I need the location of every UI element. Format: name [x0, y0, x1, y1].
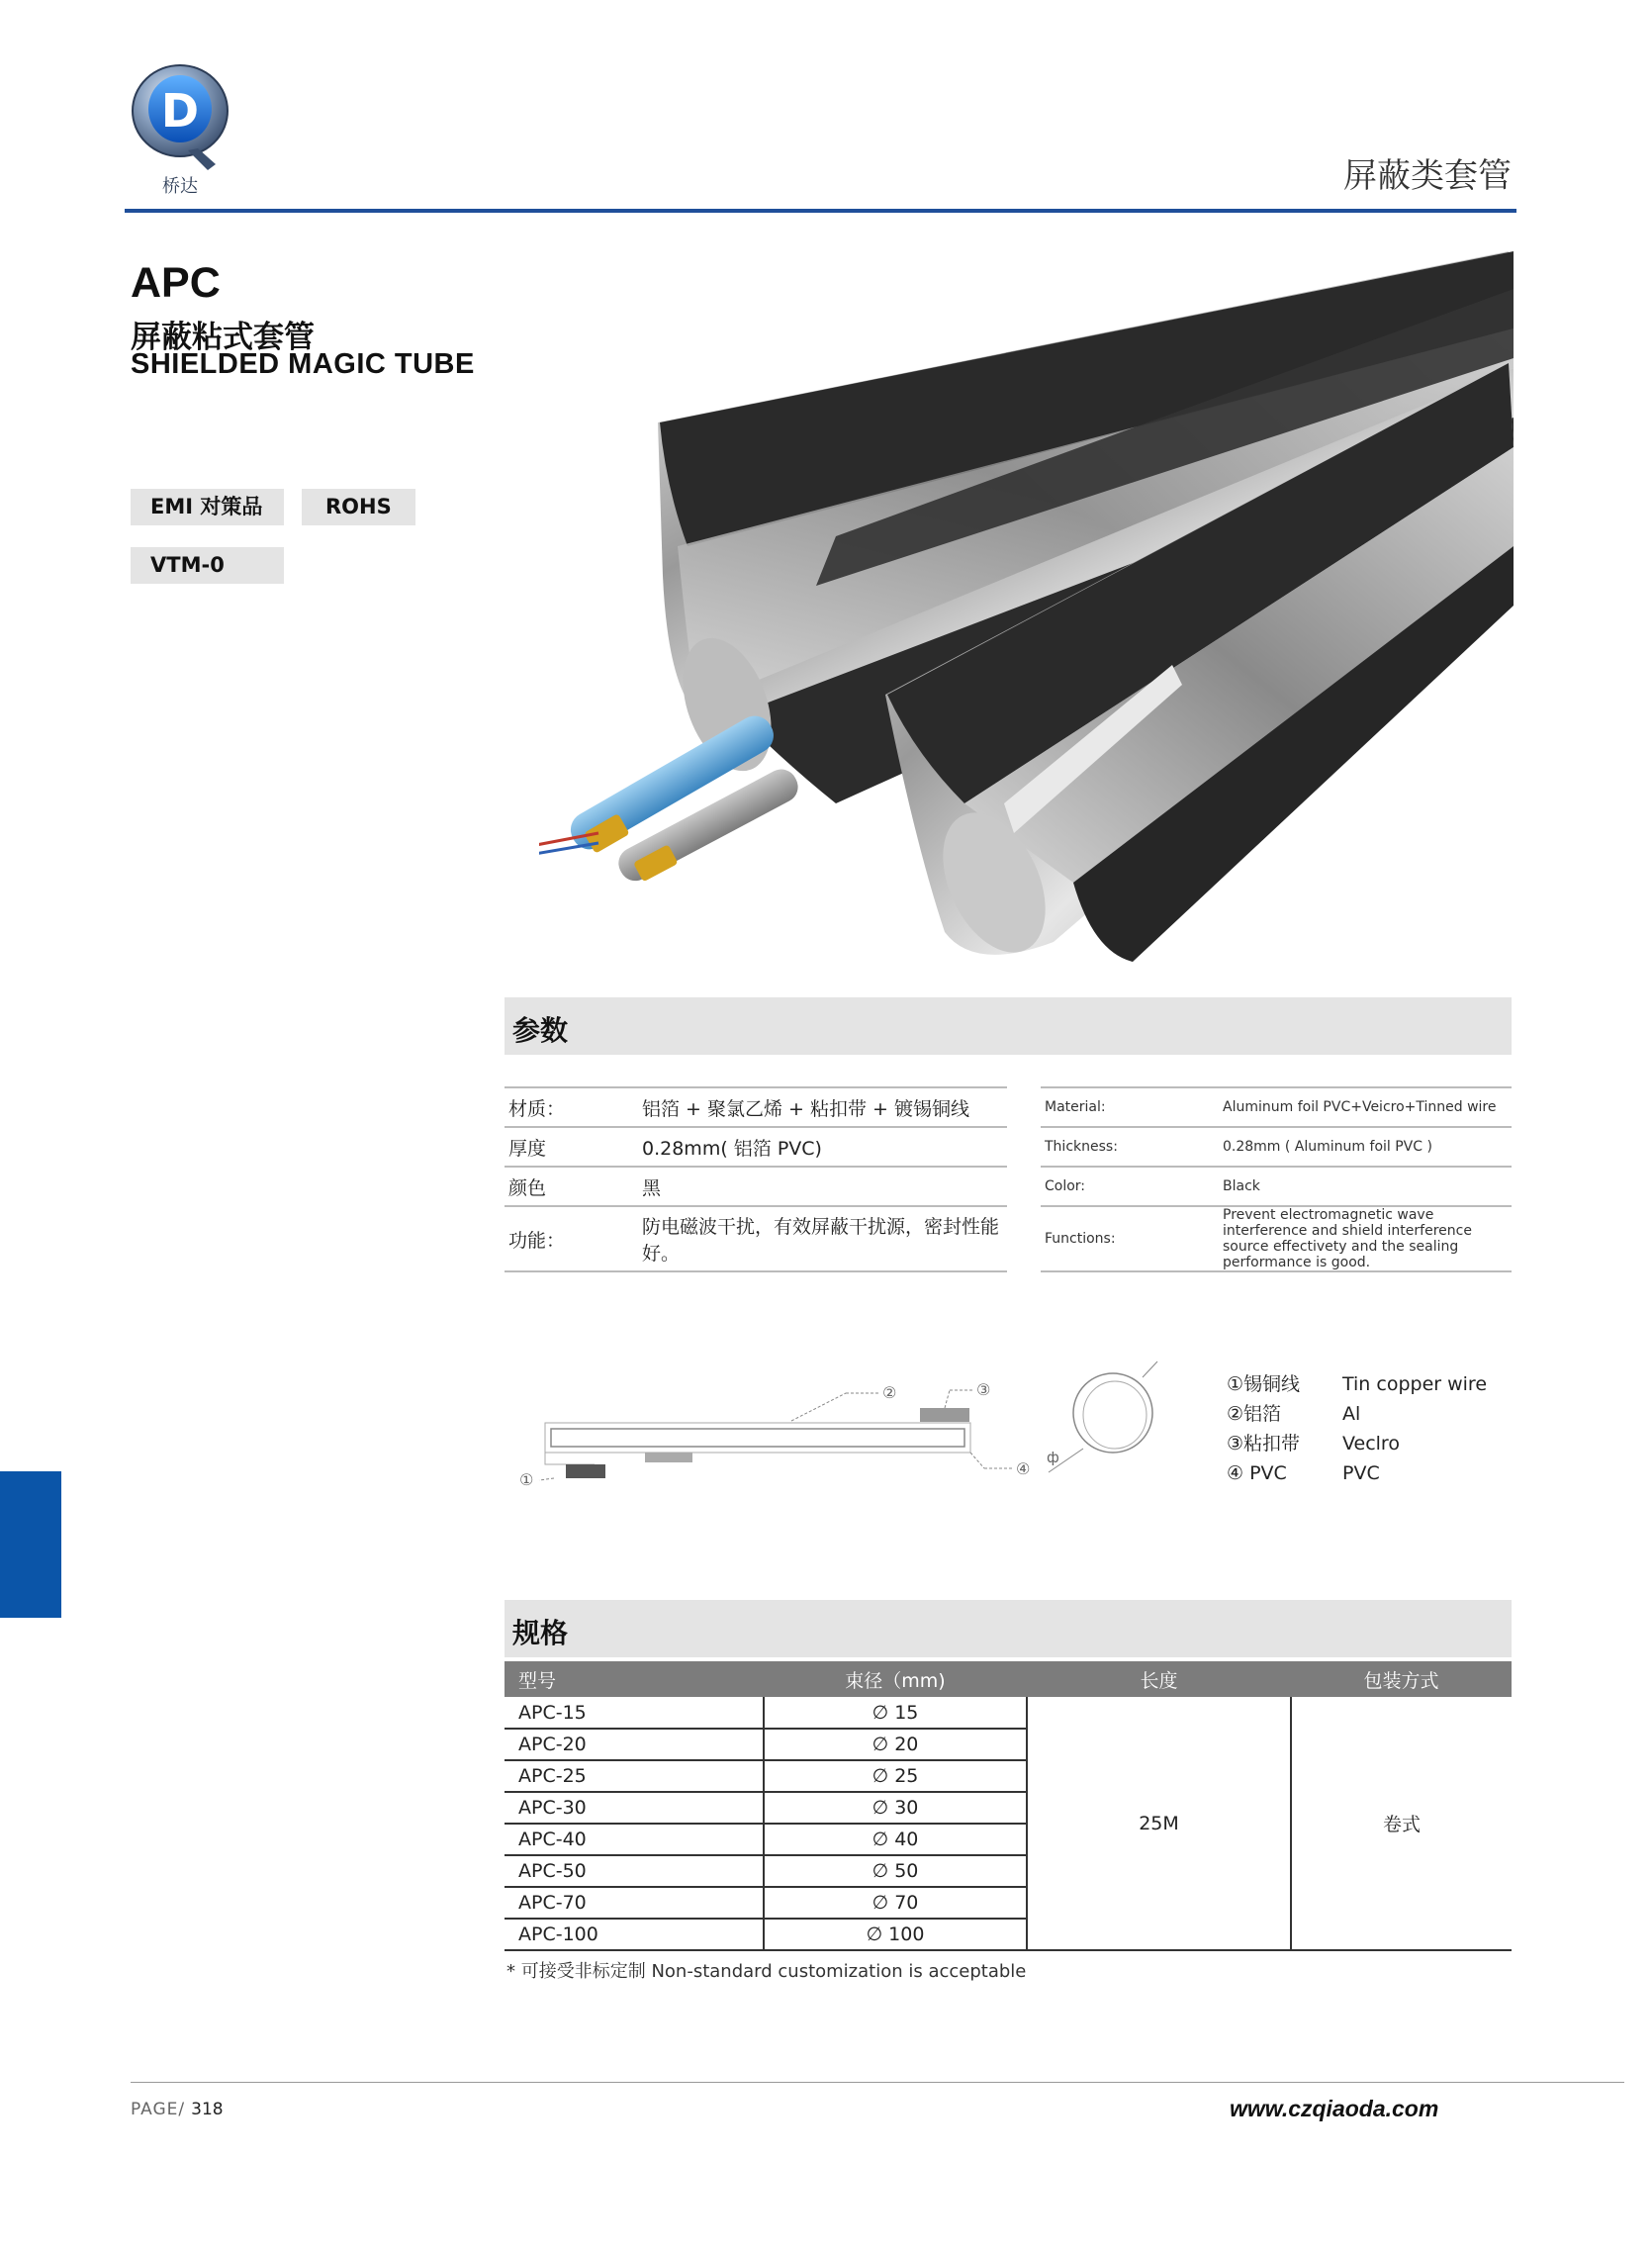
cell-diameter: ∅ 70: [764, 1887, 1027, 1919]
params-title: 参数: [512, 1014, 569, 1047]
company-logo: [129, 59, 237, 198]
legend-item: [1227, 1429, 1487, 1458]
product-image: [539, 249, 1514, 977]
callout-4: ④: [1016, 1459, 1031, 1478]
cell-model: APC-70: [505, 1887, 764, 1919]
callout-2: ②: [882, 1383, 897, 1402]
params-table-cn: [505, 1086, 1007, 1272]
product-name-en: SHIELDED MAGIC TUBE: [131, 348, 475, 380]
website-link[interactable]: www.czqiaoda.com: [1230, 2096, 1439, 2121]
tag-rohs: ROHS: [302, 489, 415, 525]
spec-table: [505, 1661, 1512, 1951]
cell-diameter: ∅ 15: [764, 1697, 1027, 1729]
category-title: 屏蔽类套管: [1343, 156, 1512, 196]
table-row: [505, 1127, 1007, 1167]
legend-cn: ③粘扣带: [1227, 1433, 1301, 1454]
table-row: [1041, 1206, 1512, 1271]
param-label: 功能：: [505, 1206, 638, 1271]
legend-en: Al: [1342, 1403, 1361, 1425]
param-label: Material:: [1041, 1087, 1219, 1127]
legend-item: [1227, 1399, 1487, 1429]
param-label: 厚度: [505, 1127, 638, 1167]
param-value: 0.28mm( 铝箔 PVC): [638, 1127, 1007, 1167]
cell-diameter: ∅ 20: [764, 1729, 1027, 1760]
cell-diameter: ∅ 50: [764, 1855, 1027, 1887]
param-label: Functions:: [1041, 1206, 1219, 1271]
cell-diameter: ∅ 100: [764, 1919, 1027, 1950]
cell-packing: 卷式: [1291, 1697, 1512, 1950]
params-table-en: [1041, 1086, 1512, 1272]
params-section-header: [505, 997, 1512, 1055]
table-row: [505, 1087, 1007, 1127]
legend-item: [1227, 1369, 1487, 1399]
table-row: [505, 1206, 1007, 1271]
structure-diagram: [509, 1354, 1162, 1507]
cell-model: APC-15: [505, 1697, 764, 1729]
param-label: 材质：: [505, 1087, 638, 1127]
diagram-legend: [1227, 1369, 1487, 1488]
legend-cn: ②铝箔: [1227, 1403, 1282, 1425]
footer-divider: [131, 2082, 1624, 2083]
cell-model: APC-20: [505, 1729, 764, 1760]
page-indicator: [131, 2100, 224, 2119]
tag-emi: EMI 对策品: [131, 489, 284, 525]
param-value: 铝箔 + 聚氯乙烯 + 粘扣带 + 镀锡铜线: [638, 1087, 1007, 1127]
cell-diameter: ∅ 40: [764, 1824, 1027, 1855]
table-row: [1041, 1167, 1512, 1206]
tag-vtm: VTM-0: [131, 547, 284, 584]
page-label: PAGE/: [131, 2100, 186, 2119]
cell-length: 25M: [1027, 1697, 1291, 1950]
product-code: APC: [131, 259, 221, 307]
param-value: 0.28mm ( Aluminum foil PVC ): [1219, 1127, 1512, 1167]
cell-model: APC-25: [505, 1760, 764, 1792]
cell-diameter: ∅ 30: [764, 1792, 1027, 1824]
cell-diameter: ∅ 25: [764, 1760, 1027, 1792]
param-value: 防电磁波干扰，有效屏蔽干扰源，密封性能好。: [638, 1206, 1007, 1271]
velcro-bottom-block: [645, 1453, 692, 1462]
velcro-top-block: [920, 1408, 969, 1422]
cell-model: APC-100: [505, 1919, 764, 1950]
logo-text: 桥达: [162, 176, 198, 197]
diameter-symbol: ф: [1047, 1449, 1059, 1466]
legend-cn: ①锡铜线: [1227, 1373, 1301, 1395]
cell-model: APC-40: [505, 1824, 764, 1855]
spec-title: 规格: [512, 1617, 569, 1649]
param-value: Prevent electromagnetic wave interference and shield interference source effectivety and the sealing performance is good.: [1219, 1206, 1512, 1271]
col-header-length: 长度: [1027, 1661, 1291, 1697]
cell-model: APC-50: [505, 1855, 764, 1887]
legend-en: PVC: [1342, 1462, 1380, 1484]
page-number: 318: [191, 2100, 224, 2119]
param-value: Aluminum foil PVC+Veicro+Tinned wire: [1219, 1087, 1512, 1127]
cell-model: APC-30: [505, 1792, 764, 1824]
param-value: 黑: [638, 1167, 1007, 1206]
table-row: [505, 1697, 1512, 1729]
header-divider: [125, 209, 1516, 213]
param-label: Color:: [1041, 1167, 1219, 1206]
callout-1: ①: [519, 1470, 534, 1489]
tin-wire-block: [566, 1464, 605, 1478]
table-header-row: [505, 1661, 1512, 1697]
table-row: [1041, 1087, 1512, 1127]
callout-3: ③: [976, 1380, 991, 1399]
col-header-packing: 包装方式: [1291, 1661, 1512, 1697]
param-value: Black: [1219, 1167, 1512, 1206]
spec-section-header: [505, 1600, 1512, 1657]
table-row: [1041, 1127, 1512, 1167]
legend-cn: ④ PVC: [1227, 1462, 1287, 1484]
table-row: [505, 1167, 1007, 1206]
legend-item: [1227, 1458, 1487, 1488]
side-tab-marker: [0, 1471, 61, 1618]
product-name-cn: 屏蔽粘式套管: [131, 320, 315, 355]
col-header-model: 型号: [505, 1661, 764, 1697]
legend-en: Tin copper wire: [1342, 1373, 1488, 1395]
param-label: Thickness:: [1041, 1127, 1219, 1167]
customization-note: * 可接受非标定制 Non-standard customization is acceptable: [506, 1961, 1027, 1982]
col-header-diameter: 束径（mm): [764, 1661, 1027, 1697]
legend-en: Veclro: [1342, 1433, 1400, 1454]
logo-letter: D: [160, 84, 200, 138]
param-label: 颜色: [505, 1167, 638, 1206]
